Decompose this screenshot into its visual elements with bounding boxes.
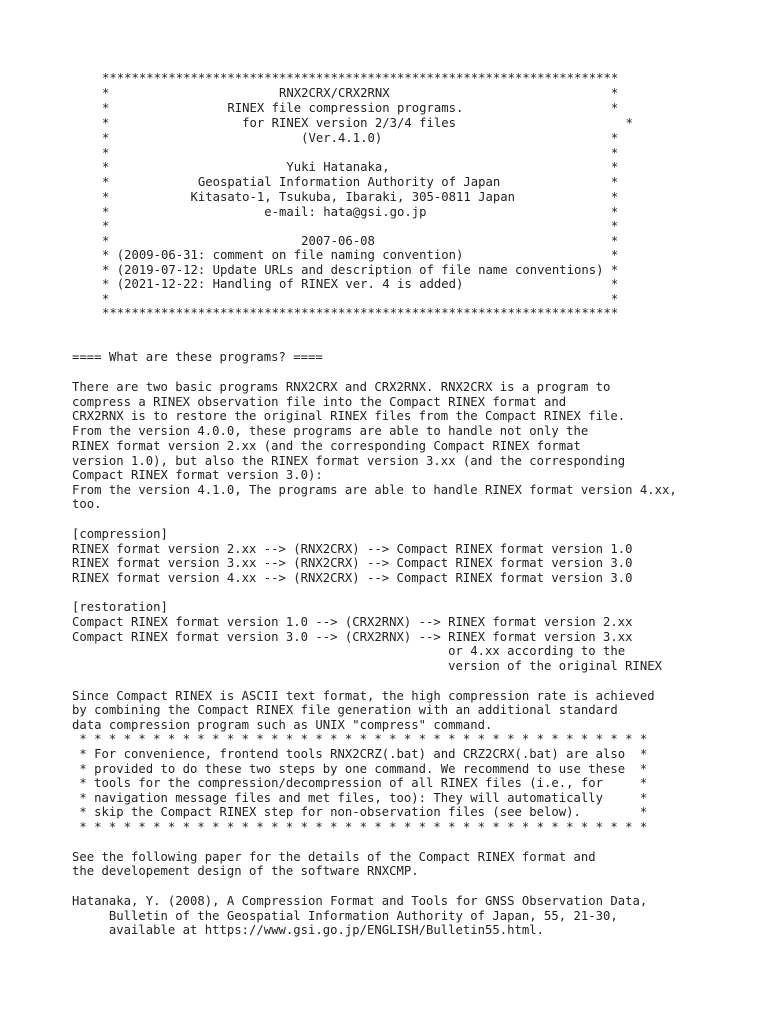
paragraph-line: the developement design of the software RNXCMP. bbox=[72, 864, 419, 878]
paragraph-line: From the version 4.1.0, The programs are able to handle RINEX format version 4.xx, bbox=[72, 483, 677, 497]
paragraph-line: by combining the Compact RINEX file generation with an additional standard bbox=[72, 703, 618, 717]
paragraph-line: See the following paper for the details of the Compact RINEX format and bbox=[72, 850, 596, 864]
header-line: * * bbox=[102, 146, 619, 160]
header-line: * (2009-06-31: comment on file naming convention) * bbox=[102, 248, 619, 262]
note-border: * * * * * * * * * * * * * * * * * * * * * * * * * * * * * * * * * * * * * * * bbox=[72, 732, 648, 746]
paragraph-line: too. bbox=[72, 497, 102, 511]
compression-line: RINEX format version 3.xx --> (RNX2CRX) --> Compact RINEX format version 3.0 bbox=[72, 556, 633, 570]
restoration-line: Compact RINEX format version 3.0 --> (CRX2RNX) --> RINEX format version 3.xx bbox=[72, 630, 633, 644]
reference-line: Bulletin of the Geospatial Information Authority of Japan, 55, 21-30, bbox=[72, 909, 618, 923]
header-line: * (2019-07-12: Update URLs and description of file name conventions) * bbox=[102, 263, 619, 277]
section-heading: ==== What are these programs? ==== bbox=[72, 350, 323, 364]
note-border: * * * * * * * * * * * * * * * * * * * * * * * * * * * * * * * * * * * * * * * bbox=[72, 820, 648, 834]
header-line: * 2007-06-08 * bbox=[102, 234, 619, 248]
header-line: * RINEX file compression programs. * bbox=[102, 101, 619, 115]
paragraph-line: Compact RINEX format version 3.0): bbox=[72, 468, 323, 482]
paragraph-line: data compression program such as UNIX "compress" command. bbox=[72, 718, 493, 732]
compression-line: RINEX format version 2.xx --> (RNX2CRX) --> Compact RINEX format version 1.0 bbox=[72, 542, 633, 556]
paragraph-line: compress a RINEX observation file into the Compact RINEX format and bbox=[72, 395, 567, 409]
compression-heading: [compression] bbox=[72, 527, 168, 541]
restoration-heading: [restoration] bbox=[72, 600, 168, 614]
restoration-line: or 4.xx according to the bbox=[72, 644, 626, 658]
paragraph-line: version 1.0), but also the RINEX format version 3.xx (and the corresponding bbox=[72, 454, 626, 468]
note-line: * tools for the compression/decompression of all RINEX files (i.e., for * bbox=[72, 776, 648, 790]
restoration-line: Compact RINEX format version 1.0 --> (CRX2RNX) --> RINEX format version 2.xx bbox=[72, 615, 633, 629]
compression-line: RINEX format version 4.xx --> (RNX2CRX) --> Compact RINEX format version 3.0 bbox=[72, 571, 633, 585]
note-line: * navigation message files and met files, too): They will automatically * bbox=[72, 791, 648, 805]
header-line: * Kitasato-1, Tsukuba, Ibaraki, 305-0811 Japan * bbox=[102, 190, 619, 204]
restoration-line: version of the original RINEX bbox=[72, 659, 663, 673]
note-line: * provided to do these two steps by one command. We recommend to use these * bbox=[72, 762, 648, 776]
reference-url-line: available at https://www.gsi.go.jp/ENGLISH/Bulletin55.html. bbox=[72, 923, 545, 937]
paragraph-line: RINEX format version 2.xx (and the corresponding Compact RINEX format bbox=[72, 439, 581, 453]
paragraph-line: CRX2RNX is to restore the original RINEX files from the Compact RINEX file. bbox=[72, 409, 626, 423]
header-line: * (Ver.4.1.0) * bbox=[102, 131, 619, 145]
paragraph-line: There are two basic programs RNX2CRX and CRX2RNX. RNX2CRX is a program to bbox=[72, 380, 611, 394]
header-line: * Geospatial Information Authority of Japan * bbox=[102, 175, 619, 189]
header-line: * (2021-12-22: Handling of RINEX ver. 4 is added) * bbox=[102, 277, 619, 291]
note-line: * For convenience, frontend tools RNX2CRZ(.bat) and CRZ2CRX(.bat) are also * bbox=[72, 747, 648, 761]
header-line: * Yuki Hatanaka, * bbox=[102, 160, 619, 174]
header-line: ********************************************************************** bbox=[102, 71, 619, 85]
header-line: * * bbox=[102, 292, 619, 306]
header-line: * e-mail: hata@gsi.go.jp * bbox=[102, 205, 619, 219]
header-line: * RNX2CRX/CRX2RNX * bbox=[102, 86, 619, 100]
header-line: * for RINEX version 2/3/4 files * bbox=[102, 116, 634, 130]
header-line: ********************************************************************** bbox=[102, 306, 619, 320]
header-line: * * bbox=[102, 219, 619, 233]
note-line: * skip the Compact RINEX step for non-observation files (see below). * bbox=[72, 805, 648, 819]
paragraph-line: Since Compact RINEX is ASCII text format, the high compression rate is achieved bbox=[72, 689, 655, 703]
paragraph-line: From the version 4.0.0, these programs are able to handle not only the bbox=[72, 424, 589, 438]
reference-line: Hatanaka, Y. (2008), A Compression Format and Tools for GNSS Observation Data, bbox=[72, 894, 648, 908]
